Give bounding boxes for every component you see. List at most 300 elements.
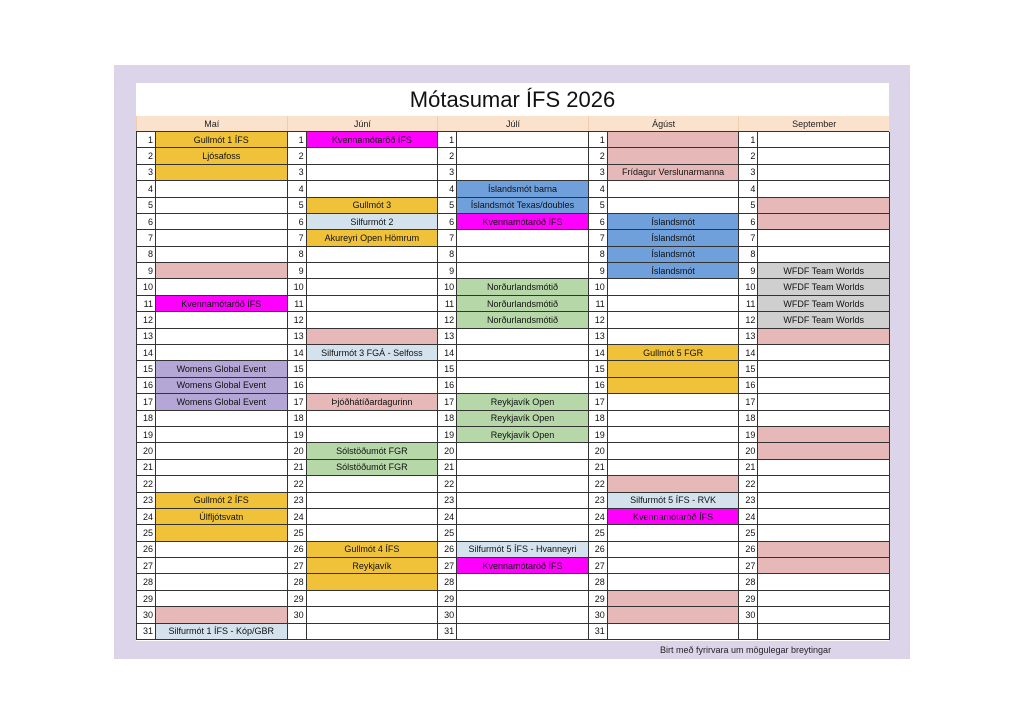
event-label: WFDF Team Worlds	[758, 279, 889, 294]
event-label: Norðurlandsmótið	[457, 279, 588, 294]
event-label	[457, 148, 588, 163]
day-cell	[438, 607, 589, 623]
day-cell	[137, 624, 288, 640]
day-cell	[137, 476, 288, 492]
event-label	[758, 558, 889, 573]
day-cell	[438, 460, 589, 476]
event-label	[307, 378, 438, 393]
day-number: 16	[288, 378, 307, 393]
event-label	[758, 230, 889, 245]
day-number: 13	[288, 329, 307, 344]
day-number: 9	[137, 263, 156, 278]
event-label	[307, 607, 438, 622]
day-cell	[137, 263, 288, 279]
event-label: Kvennamótaröð ÍFS	[608, 509, 739, 524]
event-label	[457, 607, 588, 622]
day-number: 9	[589, 263, 608, 278]
day-cell	[137, 411, 288, 427]
day-cell	[137, 509, 288, 525]
day-number: 10	[438, 279, 457, 294]
day-cell	[739, 394, 890, 410]
event-label	[758, 411, 889, 426]
day-number: 27	[288, 558, 307, 573]
event-label	[307, 591, 438, 606]
day-number: 11	[137, 296, 156, 311]
event-label: Íslandsmót	[608, 247, 739, 262]
day-cell	[589, 460, 740, 476]
event-label	[608, 476, 739, 491]
day-cell	[589, 443, 740, 459]
day-cell	[288, 296, 439, 312]
day-cell	[438, 361, 589, 377]
day-cell	[438, 591, 589, 607]
event-label	[457, 263, 588, 278]
day-cell	[137, 148, 288, 164]
event-label: Reykjavík	[307, 558, 438, 573]
day-number: 28	[137, 574, 156, 589]
day-number: 22	[137, 476, 156, 491]
day-number: 15	[589, 361, 608, 376]
event-label: Frídagur Verslunarmanna	[608, 165, 739, 180]
day-number: 21	[288, 460, 307, 475]
day-cell	[589, 411, 740, 427]
day-number: 1	[739, 132, 758, 147]
event-label	[307, 493, 438, 508]
event-label: Womens Global Event	[156, 394, 287, 409]
day-number: 6	[438, 214, 457, 229]
day-cell	[288, 247, 439, 263]
day-number: 10	[739, 279, 758, 294]
day-cell	[438, 165, 589, 181]
day-number: 2	[438, 148, 457, 163]
day-cell	[589, 542, 740, 558]
day-number: 24	[438, 509, 457, 524]
event-label	[758, 476, 889, 491]
day-number: 19	[288, 427, 307, 442]
day-number: 13	[589, 329, 608, 344]
day-number: 20	[137, 443, 156, 458]
day-number: 6	[739, 214, 758, 229]
day-cell	[589, 394, 740, 410]
event-label	[156, 476, 287, 491]
day-cell	[739, 460, 890, 476]
day-cell	[438, 525, 589, 541]
day-cell	[137, 443, 288, 459]
day-cell	[288, 263, 439, 279]
day-cell	[739, 525, 890, 541]
day-number: 27	[739, 558, 758, 573]
event-label	[608, 329, 739, 344]
day-number: 4	[137, 181, 156, 196]
day-number: 24	[288, 509, 307, 524]
day-cell	[137, 165, 288, 181]
event-label	[307, 476, 438, 491]
day-cell	[438, 312, 589, 328]
day-cell	[739, 296, 890, 312]
day-number: 29	[288, 591, 307, 606]
day-number: 12	[589, 312, 608, 327]
event-label: Gullmót 3	[307, 198, 438, 213]
day-cell	[288, 411, 439, 427]
day-number: 5	[589, 198, 608, 213]
event-label	[156, 574, 287, 589]
event-label	[457, 230, 588, 245]
event-label	[156, 279, 287, 294]
event-label: Womens Global Event	[156, 361, 287, 376]
day-cell	[288, 345, 439, 361]
day-cell	[137, 607, 288, 623]
day-cell	[288, 165, 439, 181]
event-label	[156, 263, 287, 278]
day-cell	[739, 198, 890, 214]
event-label	[608, 312, 739, 327]
day-cell	[589, 279, 740, 295]
day-cell	[739, 132, 890, 148]
day-number: 19	[589, 427, 608, 442]
day-number: 2	[288, 148, 307, 163]
day-cell	[137, 296, 288, 312]
event-label	[608, 542, 739, 557]
event-label	[457, 460, 588, 475]
day-cell	[288, 394, 439, 410]
day-number: 11	[739, 296, 758, 311]
event-label	[156, 165, 287, 180]
day-number: 21	[137, 460, 156, 475]
day-cell	[288, 624, 439, 640]
month-header: Júlí	[437, 116, 588, 131]
event-label: Gullmót 5 FGR	[608, 345, 739, 360]
event-label: Ljósafoss	[156, 148, 287, 163]
event-label	[307, 148, 438, 163]
event-label	[758, 148, 889, 163]
event-label	[608, 525, 739, 540]
day-cell	[438, 427, 589, 443]
page-title: Mótasumar ÍFS 2026	[409, 86, 616, 112]
day-cell	[438, 279, 589, 295]
day-number: 6	[137, 214, 156, 229]
day-number: 18	[438, 411, 457, 426]
event-label: Reykjavík Open	[457, 427, 588, 442]
day-cell	[438, 132, 589, 148]
event-label	[608, 279, 739, 294]
day-cell	[739, 214, 890, 230]
day-number: 24	[137, 509, 156, 524]
day-cell	[137, 312, 288, 328]
day-cell	[137, 132, 288, 148]
event-label	[156, 591, 287, 606]
day-number: 10	[589, 279, 608, 294]
event-label	[156, 443, 287, 458]
day-cell	[589, 230, 740, 246]
day-cell	[137, 181, 288, 197]
event-label	[608, 427, 739, 442]
day-cell	[589, 525, 740, 541]
day-number: 2	[739, 148, 758, 163]
day-cell	[589, 591, 740, 607]
day-number: 5	[288, 198, 307, 213]
day-number: 18	[288, 411, 307, 426]
day-cell	[739, 148, 890, 164]
day-number: 16	[438, 378, 457, 393]
day-number: 3	[137, 165, 156, 180]
day-cell	[739, 378, 890, 394]
day-cell	[589, 181, 740, 197]
day-number: 23	[288, 493, 307, 508]
day-cell	[288, 542, 439, 558]
day-number: 31	[589, 624, 608, 639]
day-number: 25	[438, 525, 457, 540]
day-cell	[589, 198, 740, 214]
day-cell	[739, 427, 890, 443]
day-cell	[438, 411, 589, 427]
day-number: 3	[288, 165, 307, 180]
event-label	[307, 165, 438, 180]
day-cell	[589, 132, 740, 148]
day-cell	[438, 378, 589, 394]
day-number: 3	[438, 165, 457, 180]
day-cell	[288, 427, 439, 443]
day-cell	[438, 558, 589, 574]
event-label	[758, 525, 889, 540]
event-label	[457, 574, 588, 589]
event-label	[457, 525, 588, 540]
month-header: Ágúst	[588, 116, 739, 131]
day-number: 4	[739, 181, 758, 196]
event-label	[758, 509, 889, 524]
event-label: WFDF Team Worlds	[758, 263, 889, 278]
day-cell	[137, 214, 288, 230]
day-number: 16	[739, 378, 758, 393]
event-label: Akureyri Open Hömrum	[307, 230, 438, 245]
day-cell	[438, 296, 589, 312]
day-cell	[438, 214, 589, 230]
event-label	[758, 329, 889, 344]
day-cell	[288, 460, 439, 476]
event-label	[608, 574, 739, 589]
day-number: 29	[739, 591, 758, 606]
event-label	[156, 542, 287, 557]
day-cell	[739, 181, 890, 197]
event-label	[608, 394, 739, 409]
day-number: 28	[438, 574, 457, 589]
day-number: 25	[589, 525, 608, 540]
day-number: 23	[589, 493, 608, 508]
day-number: 6	[589, 214, 608, 229]
day-number: 22	[589, 476, 608, 491]
day-cell	[137, 279, 288, 295]
day-cell	[137, 361, 288, 377]
day-cell	[438, 493, 589, 509]
day-number: 4	[589, 181, 608, 196]
event-label	[758, 181, 889, 196]
day-cell	[589, 427, 740, 443]
event-label: Silfurmót 5 ÍFS - RVK	[608, 493, 739, 508]
event-label	[457, 509, 588, 524]
day-cell	[288, 230, 439, 246]
event-label	[758, 394, 889, 409]
day-cell	[288, 132, 439, 148]
day-cell	[137, 247, 288, 263]
day-number: 7	[739, 230, 758, 245]
day-cell	[739, 361, 890, 377]
day-cell	[589, 312, 740, 328]
day-number: 26	[739, 542, 758, 557]
day-number	[739, 624, 758, 639]
day-number: 14	[288, 345, 307, 360]
day-cell	[739, 165, 890, 181]
event-label	[608, 181, 739, 196]
day-cell	[137, 230, 288, 246]
day-number: 7	[288, 230, 307, 245]
day-number: 13	[438, 329, 457, 344]
day-cell	[438, 345, 589, 361]
day-cell	[739, 591, 890, 607]
event-label: Íslandsmót	[608, 230, 739, 245]
event-label	[457, 132, 588, 147]
event-label	[457, 493, 588, 508]
day-number: 20	[438, 443, 457, 458]
day-number: 15	[739, 361, 758, 376]
day-cell	[288, 525, 439, 541]
day-number: 21	[589, 460, 608, 475]
event-label	[156, 329, 287, 344]
event-label: Womens Global Event	[156, 378, 287, 393]
day-number: 21	[438, 460, 457, 475]
day-cell	[589, 165, 740, 181]
event-label	[758, 493, 889, 508]
day-number: 27	[438, 558, 457, 573]
event-label	[156, 312, 287, 327]
day-cell	[589, 329, 740, 345]
event-label	[608, 198, 739, 213]
event-label: Sólstöðumót FGR	[307, 443, 438, 458]
day-number: 27	[589, 558, 608, 573]
event-label	[758, 460, 889, 475]
day-cell	[739, 476, 890, 492]
event-label	[307, 509, 438, 524]
event-label	[608, 411, 739, 426]
event-label: WFDF Team Worlds	[758, 312, 889, 327]
day-cell	[438, 574, 589, 590]
day-number: 26	[137, 542, 156, 557]
day-cell	[589, 493, 740, 509]
day-number: 25	[137, 525, 156, 540]
day-number: 18	[739, 411, 758, 426]
event-label	[608, 607, 739, 622]
event-label: Íslandsmót	[608, 214, 739, 229]
event-label	[307, 296, 438, 311]
day-number: 1	[288, 132, 307, 147]
day-number: 10	[137, 279, 156, 294]
event-label	[608, 361, 739, 376]
event-label: Kvennamótaröð ÍFS	[457, 214, 588, 229]
event-label: Íslandsmót barna	[457, 181, 588, 196]
event-label: Íslandsmót Texas/doubles	[457, 198, 588, 213]
day-number: 29	[589, 591, 608, 606]
event-label: Íslandsmót	[608, 263, 739, 278]
day-number: 23	[438, 493, 457, 508]
day-cell	[438, 624, 589, 640]
day-cell	[739, 443, 890, 459]
day-number: 25	[739, 525, 758, 540]
event-label	[156, 460, 287, 475]
day-cell	[288, 574, 439, 590]
day-number: 25	[288, 525, 307, 540]
day-number: 1	[137, 132, 156, 147]
event-label	[758, 378, 889, 393]
event-label: Silfurmót 1 ÍFS - Kóp/GBR	[156, 624, 287, 639]
day-cell	[589, 558, 740, 574]
day-number: 10	[288, 279, 307, 294]
event-label	[758, 214, 889, 229]
day-number: 9	[438, 263, 457, 278]
event-label	[156, 427, 287, 442]
day-cell	[438, 542, 589, 558]
day-number: 2	[137, 148, 156, 163]
day-cell	[288, 214, 439, 230]
day-cell	[739, 624, 890, 640]
day-number: 4	[288, 181, 307, 196]
event-label: Sólstöðumót FGR	[307, 460, 438, 475]
day-cell	[739, 345, 890, 361]
day-cell	[589, 574, 740, 590]
day-cell	[288, 493, 439, 509]
event-label	[307, 312, 438, 327]
day-cell	[589, 476, 740, 492]
day-cell	[739, 493, 890, 509]
day-number: 1	[589, 132, 608, 147]
day-number: 13	[739, 329, 758, 344]
event-label: Kvennamótaröð ÍFS	[457, 558, 588, 573]
day-cell	[438, 476, 589, 492]
day-number: 28	[288, 574, 307, 589]
day-cell	[137, 558, 288, 574]
day-number: 29	[137, 591, 156, 606]
event-label	[457, 591, 588, 606]
day-number: 7	[589, 230, 608, 245]
day-cell	[288, 443, 439, 459]
day-cell	[137, 378, 288, 394]
event-label	[156, 411, 287, 426]
day-number: 18	[589, 411, 608, 426]
day-number: 28	[739, 574, 758, 589]
day-cell	[288, 329, 439, 345]
day-cell	[288, 378, 439, 394]
day-number: 20	[589, 443, 608, 458]
event-label	[457, 476, 588, 491]
day-number: 14	[137, 345, 156, 360]
event-label	[307, 279, 438, 294]
day-cell	[739, 509, 890, 525]
day-number: 30	[137, 607, 156, 622]
event-label	[758, 165, 889, 180]
day-number: 1	[438, 132, 457, 147]
day-number: 22	[739, 476, 758, 491]
day-number	[288, 624, 307, 639]
day-number: 2	[589, 148, 608, 163]
day-cell	[288, 607, 439, 623]
event-label	[608, 443, 739, 458]
day-cell	[739, 607, 890, 623]
day-number: 14	[739, 345, 758, 360]
event-label	[608, 460, 739, 475]
day-number: 12	[288, 312, 307, 327]
day-number: 26	[589, 542, 608, 557]
event-label: Kvennamótaröð ÍFS	[156, 296, 287, 311]
day-number: 19	[137, 427, 156, 442]
day-number: 17	[288, 394, 307, 409]
event-label	[457, 443, 588, 458]
